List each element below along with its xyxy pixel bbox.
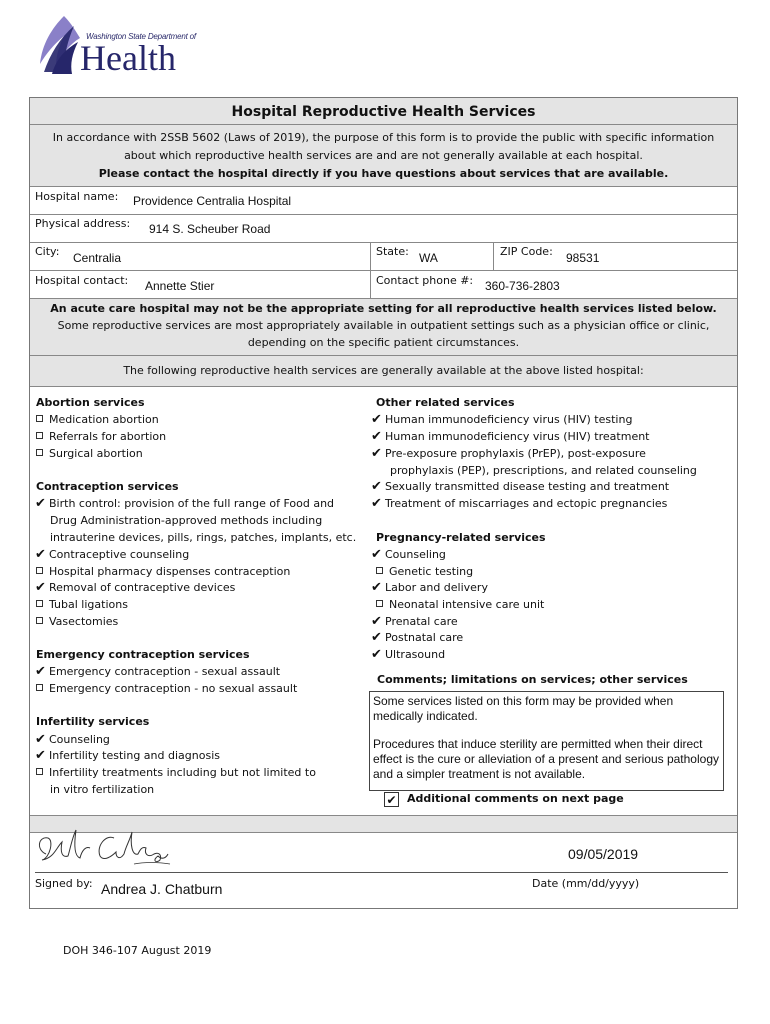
checkbox-nicu[interactable]: Neonatal intensive care unit	[376, 597, 544, 613]
signature-line	[35, 872, 728, 873]
comment-paragraph-2: Procedures that induce sterility are permitted when their direct effect is the cure or alleviation of a present and serious pathology and a simpler treatment is not available.	[373, 737, 719, 781]
checkbox-genetic-testing[interactable]: Genetic testing	[376, 564, 473, 580]
additional-comments-label: Additional comments on next page	[407, 792, 624, 805]
hospital-name-value[interactable]: Providence Centralia Hospital	[133, 194, 292, 208]
birth-control-line-3: intrauterine devices, pills, rings, patches, implants, etc.	[50, 531, 357, 544]
checkbox-emergency-sexual-assault[interactable]: ✔ Emergency contraception - sexual assault	[35, 664, 281, 679]
checkbox-emergency-no-sexual-assault[interactable]: Emergency contraception - no sexual assault	[36, 681, 297, 697]
date-label: Date (mm/dd/yyyy)	[532, 877, 640, 890]
infertility-treatments-line-2: in vitro fertilization	[50, 783, 155, 796]
signed-by-label: Signed by:	[35, 877, 93, 890]
form	[29, 97, 738, 909]
comments-title: Comments; limitations on services; other services	[377, 673, 688, 686]
checkbox-postnatal-care[interactable]: ✔ Postnatal care	[371, 630, 464, 645]
checkbox-vasectomies[interactable]: Vasectomies	[36, 614, 118, 630]
checkbox-prep-pep[interactable]: ✔ Pre-exposure prophylaxis (PrEP), post-exposure	[371, 446, 646, 461]
city-value[interactable]: Centralia	[73, 251, 122, 265]
checkbox-ultrasound[interactable]: ✔ Ultrasound	[371, 647, 446, 662]
zip-label: ZIP Code:	[500, 245, 553, 258]
checkbox-labor-delivery[interactable]: ✔ Labor and delivery	[371, 580, 488, 595]
birth-control-line-2: Drug Administration-approved methods including	[50, 514, 323, 527]
checkbox-std-testing[interactable]: ✔ Sexually transmitted disease testing and treatment	[371, 479, 670, 494]
notice-line-1: An acute care hospital may not be the appropriate setting for all reproductive health services listed below.	[50, 302, 717, 315]
other-services-title: Other related services	[376, 396, 515, 409]
pregnancy-title: Pregnancy-related services	[376, 531, 546, 544]
doh-logo-icon	[34, 14, 86, 78]
address-label: Physical address:	[35, 217, 131, 230]
state-label: State:	[376, 245, 409, 258]
services-heading: The following reproductive health services are generally available at the above listed hospital:	[123, 364, 644, 377]
intro-line-3: Please contact the hospital directly if you have questions about services that are available.	[98, 167, 669, 180]
checkbox-prenatal-care[interactable]: ✔ Prenatal care	[371, 614, 458, 629]
hospital-name-label: Hospital name:	[35, 190, 119, 203]
signature-image	[34, 824, 174, 876]
logo-wordmark: Health	[80, 38, 176, 78]
checkbox-infertility-counseling[interactable]: ✔ Counseling	[35, 732, 110, 747]
prep-pep-line-2: prophylaxis (PEP), prescriptions, and related counseling	[390, 464, 697, 477]
checkbox-infertility-testing[interactable]: ✔ Infertility testing and diagnosis	[35, 748, 220, 763]
comments-field[interactable]	[369, 691, 724, 791]
signature-date-value[interactable]: 09/05/2019	[568, 846, 639, 862]
checkbox-medication-abortion[interactable]: Medication abortion	[36, 412, 159, 428]
contact-label: Hospital contact:	[35, 274, 129, 287]
logo-department-text: Washington State Department of	[86, 32, 196, 41]
address-value[interactable]: 914 S. Scheuber Road	[149, 222, 271, 236]
contact-value[interactable]: Annette Stier	[145, 279, 215, 293]
checkbox-contraceptive-counseling[interactable]: ✔ Contraceptive counseling	[35, 547, 190, 562]
checkbox-pharmacy-contraception[interactable]: Hospital pharmacy dispenses contraception	[36, 564, 290, 580]
emergency-title: Emergency contraception services	[36, 648, 250, 661]
checkbox-referrals-abortion[interactable]: Referrals for abortion	[36, 429, 166, 445]
checkbox-hiv-testing[interactable]: ✔ Human immunodeficiency virus (HIV) testing	[371, 412, 633, 427]
phone-label: Contact phone #:	[376, 274, 474, 287]
notice-line-2: Some reproductive services are most appropriately available in outpatient settings such as a physician office or clinic,	[57, 319, 710, 332]
abortion-title: Abortion services	[36, 396, 145, 409]
infertility-title: Infertility services	[36, 715, 150, 728]
phone-value[interactable]: 360-736-2803	[485, 279, 560, 293]
contraception-title: Contraception services	[36, 480, 179, 493]
checkbox-infertility-treatments[interactable]: Infertility treatments including but not limited to	[36, 765, 316, 781]
zip-value[interactable]: 98531	[566, 251, 600, 265]
checkbox-miscarriage-treatment[interactable]: ✔ Treatment of miscarriages and ectopic pregnancies	[371, 496, 668, 511]
intro-line-1: In accordance with 2SSB 5602 (Laws of 2019), the purpose of this form is to provide the public with specific information	[52, 131, 715, 144]
checkbox-hiv-treatment[interactable]: ✔ Human immunodeficiency virus (HIV) treatment	[371, 429, 650, 444]
checkbox-surgical-abortion[interactable]: Surgical abortion	[36, 446, 143, 462]
city-label: City:	[35, 245, 60, 258]
state-value[interactable]: WA	[419, 251, 438, 265]
form-title: Hospital Reproductive Health Services	[231, 104, 536, 120]
comment-paragraph-1: Some services listed on this form may be provided when medically indicated.	[373, 694, 674, 723]
intro-line-2: about which reproductive health services are and are not generally available at each hospital.	[124, 149, 643, 162]
checkbox-birth-control[interactable]: ✔ Birth control: provision of the full range of Food and	[35, 496, 335, 511]
form-number-footer: DOH 346-107 August 2019	[63, 944, 212, 957]
checkbox-pregnancy-counseling[interactable]: ✔ Counseling	[371, 547, 446, 562]
checkbox-tubal-ligations[interactable]: Tubal ligations	[36, 597, 128, 613]
signer-name[interactable]: Andrea J. Chatburn	[101, 881, 223, 897]
checkbox-removal-devices[interactable]: ✔ Removal of contraceptive devices	[35, 580, 236, 595]
notice-line-3: depending on the specific patient circumstances.	[247, 336, 520, 349]
additional-comments-checkbox[interactable]: ✔	[384, 792, 399, 807]
